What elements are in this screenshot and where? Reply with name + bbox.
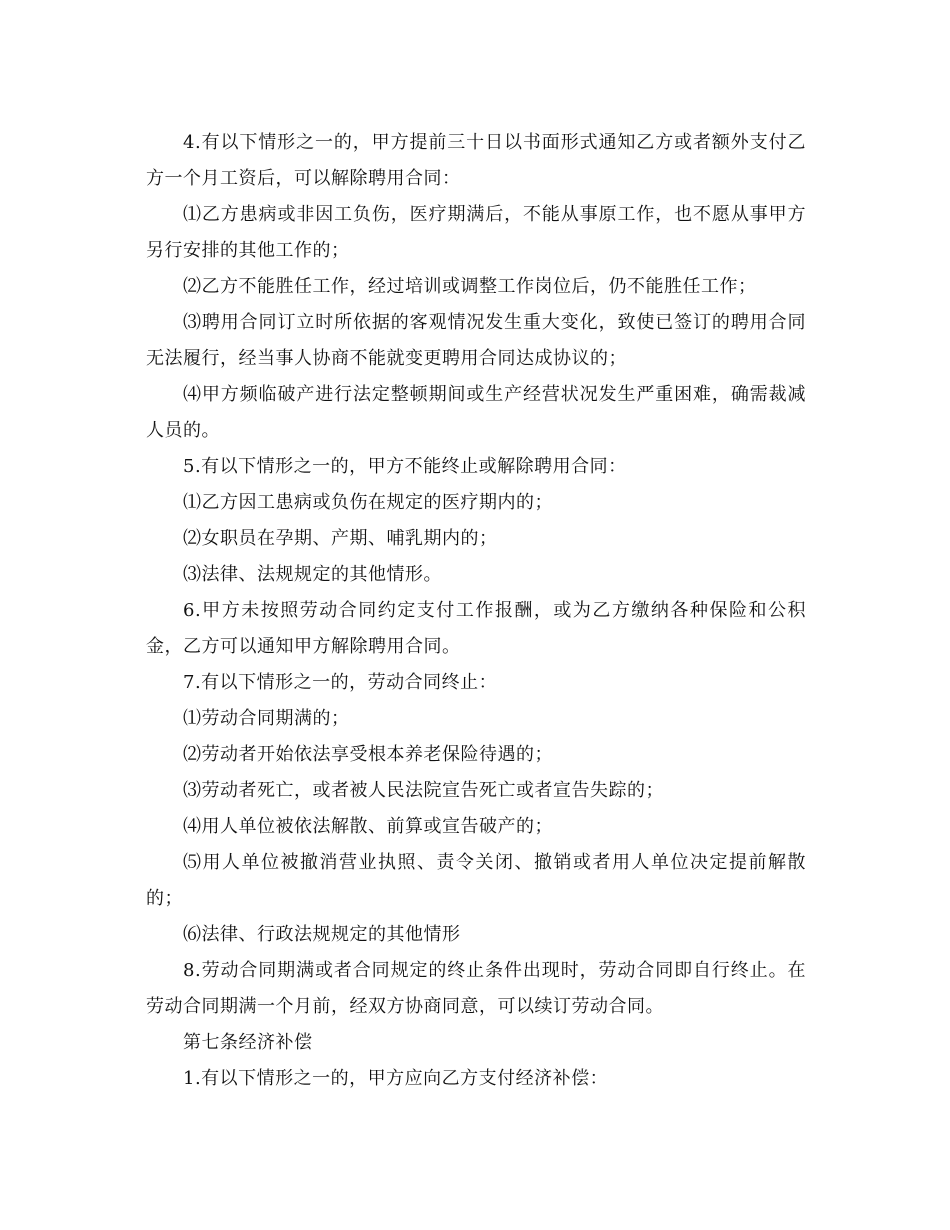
paragraph-item-expiry: ⑴劳动合同期满的； <box>183 708 350 729</box>
paragraph-item-illness: ⑴乙方患病或非因工负伤，医疗期满后，不能从事原工作，也不愿从事甲方另行安排的其他工作的； <box>146 204 806 261</box>
paragraph-termination-notice: 4.有以下情形之一的，甲方提前三十日以书面形式通知乙方或者额外支付乙方一个月工资后，可以解除聘用合同： <box>146 132 806 189</box>
paragraph-item-work-injury: ⑴乙方因工患病或负伤在规定的医疗期内的； <box>183 492 553 513</box>
document-body <box>146 125 806 1097</box>
paragraph-item-bankruptcy: ⑷甲方频临破产进行法定整顿期间或生产经营状况发生严重困难，确需裁减人员的。 <box>146 384 806 441</box>
paragraph-compensation-cases: 1.有以下情形之一的，甲方应向乙方支付经济补偿： <box>183 1068 609 1089</box>
paragraph-cannot-terminate: 5.有以下情形之一的，甲方不能终止或解除聘用合同： <box>183 456 627 477</box>
paragraph-item-other-regulations: ⑹法律、行政法规规定的其他情形 <box>183 924 461 945</box>
section-heading-compensation: 第七条经济补偿 <box>183 1032 313 1053</box>
paragraph-item-dissolution: ⑷用人单位被依法解散、前算或宣告破产的； <box>183 816 553 837</box>
paragraph-contract-ends: 7.有以下情形之一的，劳动合同终止： <box>183 672 498 693</box>
paragraph-item-circumstance-change: ⑶聘用合同订立时所依据的客观情况发生重大变化，致使已签订的聘用合同无法履行，经当事人协商不能就变更聘用合同达成协议的； <box>146 312 806 369</box>
paragraph-unpaid-remuneration: 6.甲方未按照劳动合同约定支付工作报酬，或为乙方缴纳各种保险和公积金，乙方可以通知甲方解除聘用合同。 <box>146 600 806 657</box>
paragraph-item-license-revoked: ⑸用人单位被撤消营业执照、责令关闭、撤销或者用人单位决定提前解散的； <box>146 852 806 909</box>
paragraph-renewal: 8.劳动合同期满或者合同规定的终止条件出现时，劳动合同即自行终止。在劳动合同期满一个月前，经双方协商同意，可以续订劳动合同。 <box>146 960 806 1017</box>
paragraph-item-other-legal: ⑶法律、法规规定的其他情形。 <box>183 564 442 585</box>
paragraph-item-pregnancy: ⑵女职员在孕期、产期、哺乳期内的； <box>183 528 498 549</box>
paragraph-item-death: ⑶劳动者死亡，或者被人民法院宣告死亡或者宣告失踪的； <box>183 780 664 801</box>
paragraph-item-pension: ⑵劳动者开始依法享受根本养老保险待遇的； <box>183 744 553 765</box>
paragraph-item-incompetence: ⑵乙方不能胜任工作，经过培训或调整工作岗位后，仍不能胜任工作； <box>183 276 757 297</box>
